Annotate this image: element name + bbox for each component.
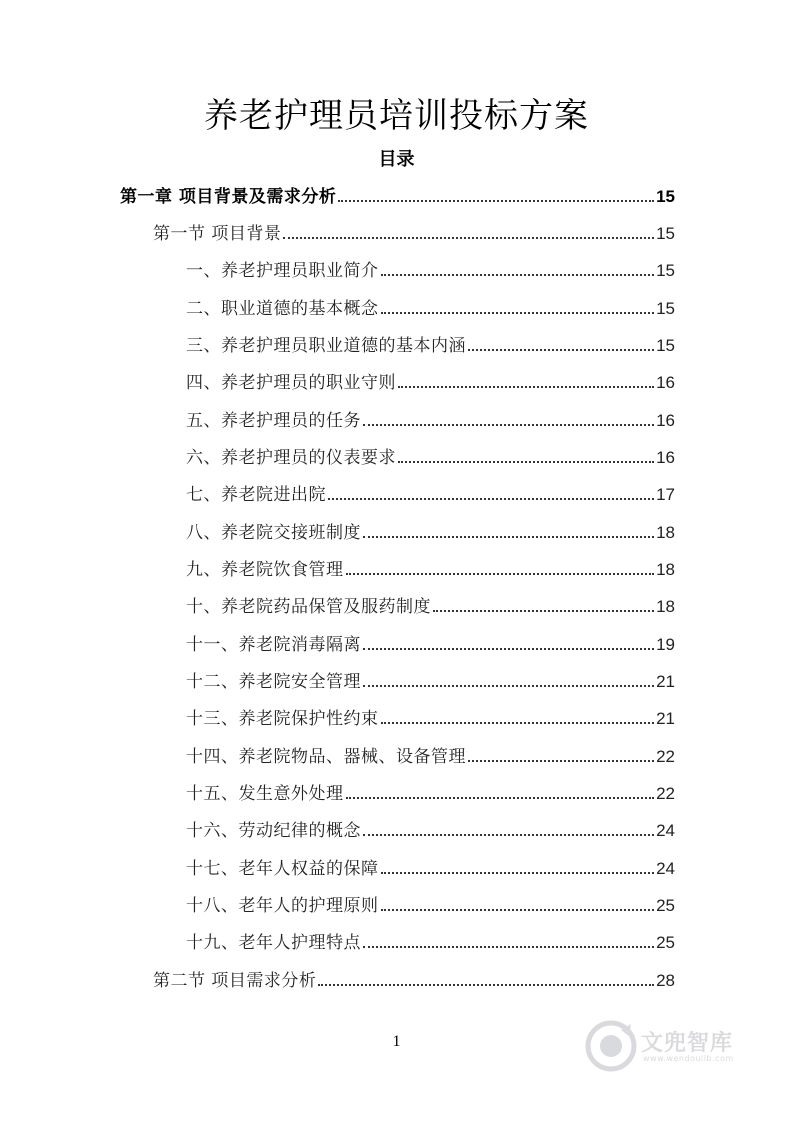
dot-leader [363,536,654,538]
dot-leader [318,984,654,986]
dot-leader [363,834,654,836]
toc-entry-label: 九、养老院饮食管理 [186,560,344,580]
toc-entry-page: 22 [656,747,675,766]
toc-entry[interactable] [186,703,675,729]
dot-leader [363,685,654,687]
dot-leader [363,424,654,426]
toc-entry-page: 24 [656,821,675,840]
brand-logo-icon [585,1020,637,1072]
toc-entry[interactable] [186,778,675,804]
dot-leader [338,200,654,202]
toc-entry-page: 18 [656,597,675,616]
toc-entry[interactable] [186,367,675,393]
toc-entry-page: 15 [656,336,675,355]
toc-entry[interactable] [186,330,675,356]
toc-entry[interactable] [186,293,675,319]
toc-entry-label: 六、养老护理员的仪表要求 [186,448,396,468]
toc-entry[interactable] [186,479,675,505]
toc-entry-page: 25 [656,896,675,915]
toc-entry-page: 18 [656,523,675,542]
toc-entry-page: 28 [656,971,675,990]
toc-entry-page: 17 [656,485,675,504]
toc-entry-page: 15 [656,261,675,280]
toc-entry-page: 24 [656,859,675,878]
toc-entry[interactable] [186,815,675,841]
toc-entry-label: 十七、老年人权益的保障 [186,859,379,879]
toc-entry[interactable] [153,218,675,244]
toc-entry-page: 15 [656,187,675,206]
toc-entry-page: 15 [656,299,675,318]
toc-entry-label: 五、养老护理员的任务 [186,411,361,431]
toc-entry-page: 16 [656,411,675,430]
dot-leader [381,872,655,874]
toc-entry-label: 十二、养老院安全管理 [186,672,361,692]
toc-entry-label: 十一、养老院消毒隔离 [186,635,361,655]
toc-entry-page: 21 [656,709,675,728]
dot-leader [346,573,655,575]
toc-entry[interactable] [186,629,675,655]
toc-entry-label: 十五、发生意外处理 [186,784,344,804]
dot-leader [283,237,654,239]
dot-leader [363,946,654,948]
toc-entry[interactable] [186,591,675,617]
toc-entry[interactable] [186,927,675,953]
toc-entry-page: 18 [656,560,675,579]
dot-leader [433,610,654,612]
toc-entry-label: 十六、劳动纪律的概念 [186,821,361,841]
toc-entry[interactable] [120,181,675,207]
toc-entry-page: 21 [656,672,675,691]
toc-entry[interactable] [186,666,675,692]
toc-entry-label: 第二节 项目需求分析 [153,971,317,991]
toc-entry-label: 十三、养老院保护性约束 [186,709,379,729]
toc-entry-label: 八、养老院交接班制度 [186,523,361,543]
toc-heading: 目录 [378,149,415,170]
dot-leader [398,461,654,463]
watermark-brand: 文兜智库 [641,1031,734,1056]
toc-entry-page: 25 [656,933,675,952]
toc-entry[interactable] [186,255,675,281]
toc-entry[interactable] [186,741,675,767]
toc-entry-label: 第一章 项目背景及需求分析 [120,187,337,207]
page-number: 1 [392,1033,401,1050]
toc-entry-label: 一、养老护理员职业简介 [186,261,379,281]
dot-leader [328,498,654,500]
toc-entry[interactable] [186,890,675,916]
toc-entry-label: 十八、老年人的护理原则 [186,896,379,916]
toc-entry-label: 七、养老院进出院 [186,485,326,505]
dot-leader [381,722,655,724]
toc-entry-label: 三、养老护理员职业道德的基本内涵 [186,336,466,356]
toc-entry-label: 十九、老年人护理特点 [186,933,361,953]
dot-leader [381,274,655,276]
toc-entry-page: 16 [656,373,675,392]
dot-leader [346,797,655,799]
toc-entry-page: 22 [656,784,675,803]
document-title: 养老护理员培训投标方案 [204,96,589,136]
dot-leader [381,909,655,911]
toc-entry[interactable] [186,405,675,431]
dot-leader [363,648,654,650]
toc-entry-label: 第一节 项目背景 [153,224,282,244]
dot-leader [468,349,654,351]
toc-entry[interactable] [186,442,675,468]
toc-entry[interactable] [186,853,675,879]
toc-entry-page: 19 [656,635,675,654]
dot-leader [381,312,655,314]
watermark [585,1020,765,1072]
toc-entry-label: 四、养老护理员的职业守则 [186,373,396,393]
toc-entry-page: 15 [656,224,675,243]
toc-entry-page: 16 [656,448,675,467]
toc-entry-label: 十四、养老院物品、器械、设备管理 [186,747,466,767]
toc-entry-label: 二、职业道德的基本概念 [186,299,379,319]
toc-entry[interactable] [186,517,675,543]
toc-entry[interactable] [153,965,675,991]
dot-leader [398,386,654,388]
dot-leader [468,760,654,762]
toc-entry[interactable] [186,554,675,580]
toc-entry-label: 十、养老院药品保管及服药制度 [186,597,431,617]
watermark-url: www.wendoulib.com [643,1054,734,1063]
